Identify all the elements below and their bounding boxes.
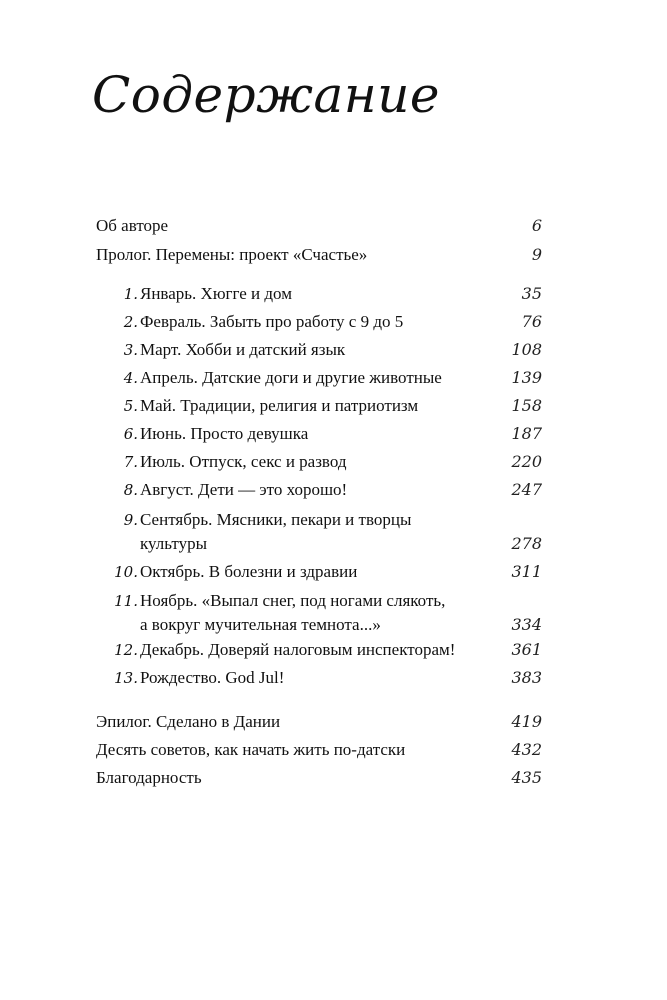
toc-entry-page: 187 — [511, 424, 542, 443]
toc-chapter-12 — [114, 638, 542, 662]
toc-chapter-11 — [114, 589, 542, 637]
toc-chapter-7 — [120, 450, 542, 474]
chapter-number: 10. — [114, 563, 138, 581]
toc-entry-label: Август. Дети — это хорошо! — [140, 480, 348, 499]
toc-entry-label: Март. Хобби и датский язык — [140, 340, 346, 359]
toc-entry-page: 108 — [511, 340, 542, 359]
toc-entry-label: Благодарность — [96, 768, 202, 787]
toc-entry-page: 311 — [511, 562, 542, 581]
chapter-number: 2. — [123, 313, 138, 331]
toc-entry-prologue — [96, 243, 542, 267]
chapter-number: 4. — [123, 369, 138, 387]
toc-entry-ten-tips — [96, 738, 542, 762]
toc-entry-page: 139 — [511, 368, 542, 387]
toc-chapter-8 — [120, 478, 542, 502]
toc-chapter-9 — [120, 508, 542, 556]
toc-entry-label-line1: Ноябрь. «Выпал снег, под ногами слякоть, — [140, 591, 446, 610]
toc-entry-label-line2: культуры — [140, 534, 207, 553]
chapter-number: 13. — [114, 669, 138, 687]
toc-chapter-4 — [120, 366, 542, 390]
toc-entry-page: 220 — [511, 452, 542, 471]
toc-chapter-5 — [120, 394, 542, 418]
toc-entry-label: Декабрь. Доверяй налоговым инспекторам! — [140, 640, 456, 659]
toc-entry-label — [120, 589, 542, 637]
chapter-number: 8. — [123, 481, 138, 499]
toc-entry-page: 432 — [511, 740, 542, 759]
toc-entry-label: Пролог. Перемены: проект «Счастье» — [96, 245, 368, 264]
toc-entry-page: 9 — [531, 245, 542, 264]
toc-chapter-13 — [114, 666, 542, 690]
toc-chapter-3 — [120, 338, 542, 362]
toc-entry-label: Апрель. Датские доги и другие животные — [140, 368, 442, 387]
toc-entry-label: Эпилог. Сделано в Дании — [96, 712, 281, 731]
toc-entry-label-line2: а вокруг мучительная темнота...» — [140, 615, 381, 634]
toc-entry-label: Рождество. God Jul! — [140, 668, 285, 687]
toc-chapter-6 — [120, 422, 542, 446]
toc-entry-page: 334 — [511, 615, 542, 634]
chapter-number: 7. — [123, 453, 138, 471]
toc-entry-page: 419 — [511, 712, 542, 731]
toc-entry-epilogue — [96, 710, 542, 734]
toc-entry-label: Май. Традиции, религия и патриотизм — [140, 396, 419, 415]
toc-entry-page: 435 — [511, 768, 542, 787]
toc-entry-page: 361 — [511, 640, 542, 659]
toc-entry-label: Июль. Отпуск, секс и развод — [140, 452, 347, 471]
toc-entry-about-author — [96, 214, 542, 238]
chapter-number: 5. — [123, 397, 138, 415]
chapter-number: 9. — [123, 511, 138, 529]
toc-entry-label: Об авторе — [96, 216, 169, 235]
chapter-number: 11. — [114, 592, 138, 610]
chapter-number: 6. — [123, 425, 138, 443]
toc-entry-label: Десять советов, как начать жить по-датски — [96, 740, 406, 759]
chapter-number: 1. — [123, 285, 138, 303]
page-title: Содержание — [92, 66, 441, 124]
toc-entry-label: Июнь. Просто девушка — [140, 424, 309, 443]
toc-chapter-1 — [120, 282, 542, 306]
toc-chapter-10 — [114, 560, 542, 584]
chapter-number: 3. — [123, 341, 138, 359]
toc-entry-label — [120, 508, 542, 556]
toc-chapter-2 — [120, 310, 542, 334]
toc-entry-label: Февраль. Забыть про работу с 9 до 5 — [140, 312, 404, 331]
toc-entry-label-line1: Сентябрь. Мясники, пекари и творцы — [140, 510, 412, 529]
toc-entry-page: 278 — [511, 534, 542, 553]
toc-entry-acknowledgements — [96, 766, 542, 790]
chapter-number: 12. — [114, 641, 138, 659]
toc-entry-page: 247 — [511, 480, 542, 499]
toc-entry-page: 383 — [511, 668, 542, 687]
toc-entry-label: Октябрь. В болезни и здравии — [140, 562, 358, 581]
toc-entry-label: Январь. Хюгге и дом — [140, 284, 292, 303]
toc-entry-page: 6 — [531, 216, 542, 235]
toc-entry-page: 158 — [511, 396, 542, 415]
toc-entry-page: 35 — [521, 284, 542, 303]
toc-entry-page: 76 — [521, 312, 542, 331]
